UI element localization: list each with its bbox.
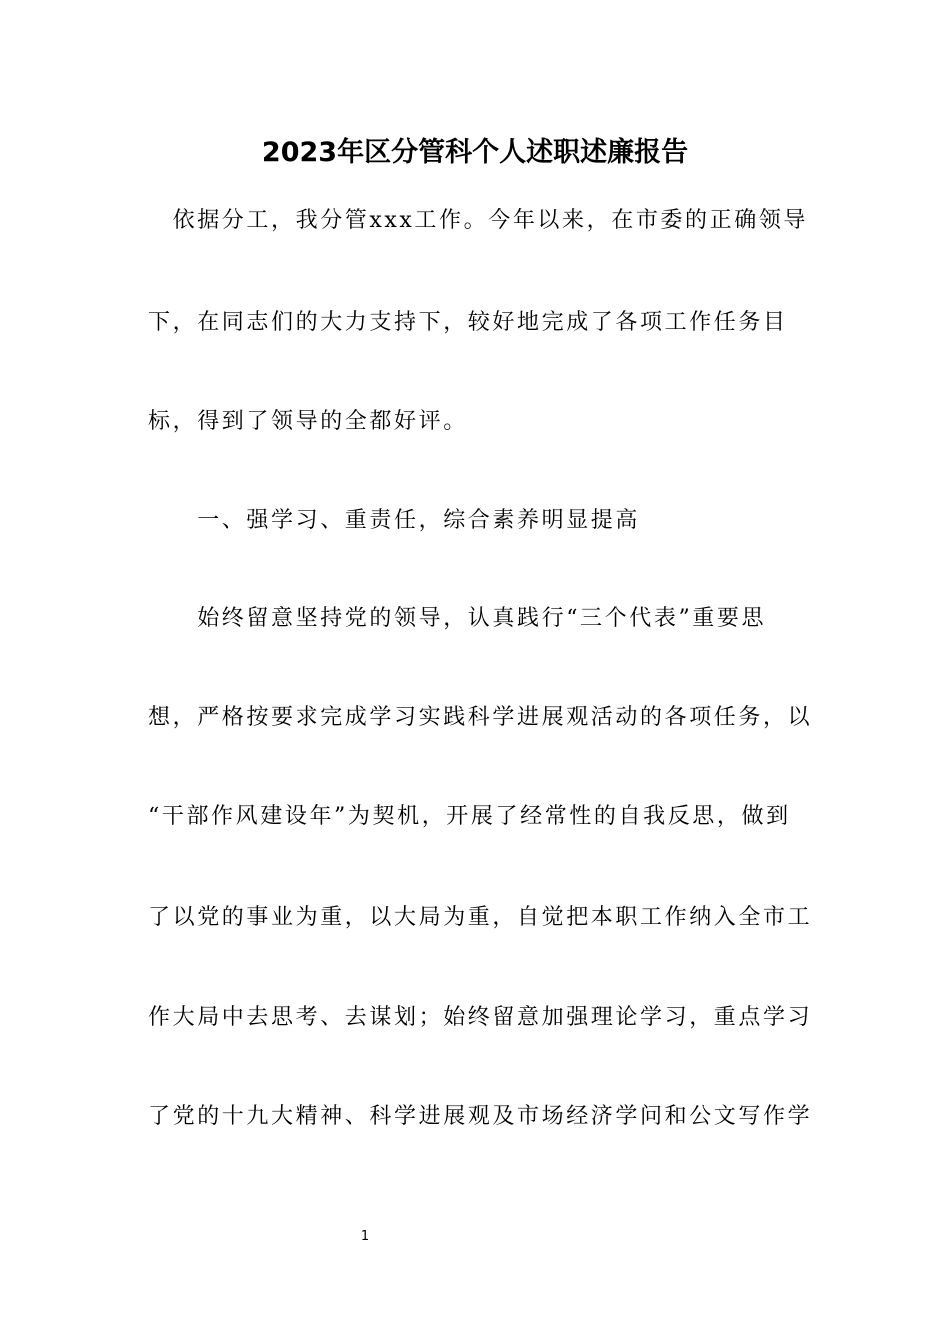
paragraph-line-5: 始终留意坚持党的领导，认真践行“三个代表”重要思 [148,606,767,631]
paragraph-line-7: “干部作风建设年”为契机，开展了经常性的自我反思，做到 [148,804,791,829]
paragraph-line-3: 标，得到了领导的全都好评。 [148,409,468,434]
paragraph-line-6: 想，严格按要求完成学习实践科学进展观活动的各项任务，以 [148,705,813,730]
document-title: 2023年区分管科个人述职述廉报告 [261,137,689,168]
page-number: 1 [360,1229,370,1244]
paragraph-line-1: 依据分工，我分管xxx工作。今年以来，在市委的正确领导 [148,208,809,233]
paragraph-line-8: 了以党的事业为重，以大局为重，自觉把本职工作纳入全市工 [148,905,813,930]
paragraph-line-9: 作大局中去思考、去谋划；始终留意加强理论学习，重点学习 [148,1005,813,1030]
paragraph-line-10: 了党的十九大精神、科学进展观及市场经济学问和公文写作学 [148,1104,813,1129]
paragraph-line-2: 下，在同志们的大力支持下，较好地完成了各项工作任务目 [148,310,788,335]
section-heading-1: 一、强学习、重责任，综合素养明显提高 [148,508,641,533]
